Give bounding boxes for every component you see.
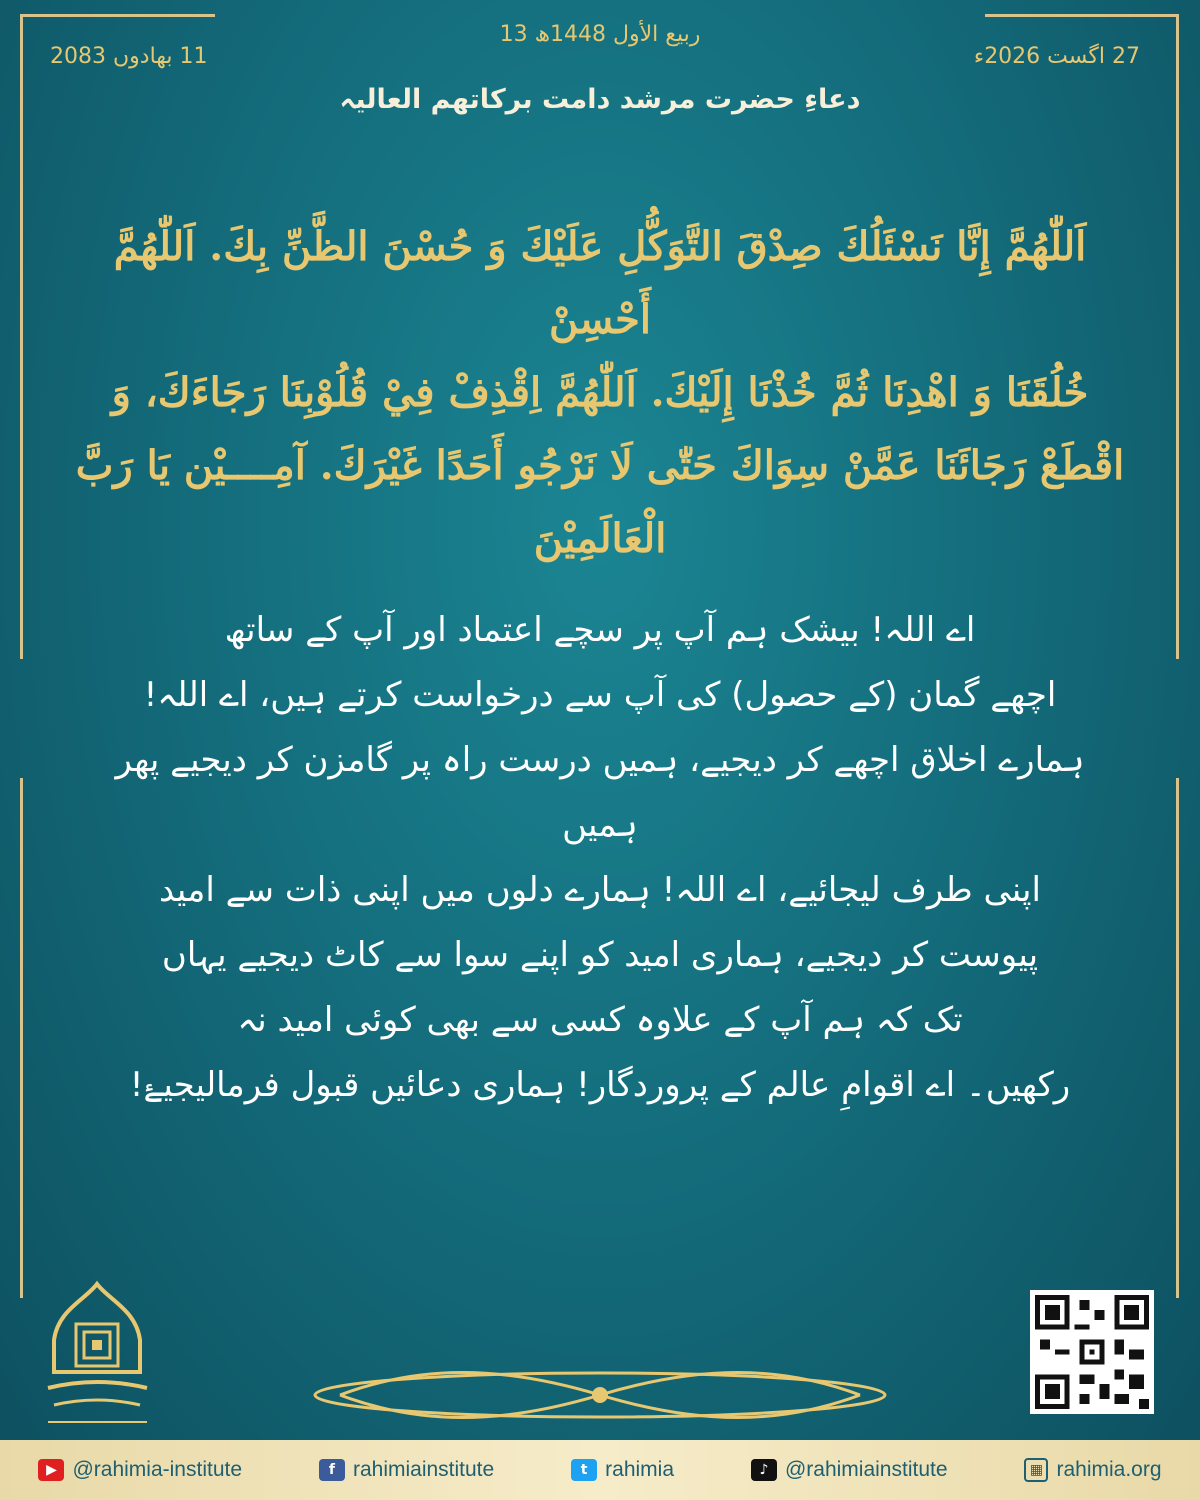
arabic-line: اَللّٰهُمَّ إِنَّا نَسْئَلُكَ صِدْقَ التَّوَكُّلِ عَلَيْكَ وَ حُسْنَ الظَّنِّ بِكَ. اَللّٰهُمَّ أَحْسِنْ: [113, 223, 1087, 343]
urdu-line: رکھیں۔ اے اقوامِ عالم کے پروردگار! ہماری دعائیں قبول فرمالیجیۓ!: [129, 1065, 1071, 1105]
page-title: دعاءِ حضرت مرشد دامت برکاتھم العالیہ: [339, 84, 861, 115]
arabic-line: الْعَالَمِيْنَ: [533, 515, 667, 562]
gold-ornament: [300, 1360, 900, 1430]
website-icon: ▦: [1024, 1458, 1048, 1482]
urdu-line: تک کہ ہم آپ کے علاوہ کسی سے بھی کوئی امید نہ: [237, 1000, 963, 1040]
tiktok-handle: @rahimiainstitute: [784, 1458, 948, 1481]
urdu-line: اچھے گمان (کے حصول) کی آپ سے درخواست کرتے ہیں، اے اللہ!: [143, 675, 1057, 715]
arabic-dua: [70, 210, 1130, 575]
bikrami-date: 11 بھادوں 2083: [50, 44, 208, 69]
gregorian-date: 27 اگست 2026ء: [973, 44, 1140, 69]
youtube-handle: @rahimia-institute: [72, 1458, 243, 1481]
tiktok-icon: ♪: [751, 1459, 777, 1481]
facebook-icon: f: [319, 1459, 345, 1481]
frame-left-upper: [20, 14, 23, 659]
urdu-line: اے اللہ! بیشک ہم آپ پر سچے اعتماد اور آپ کے ساتھ: [224, 610, 976, 650]
website-link[interactable]: [1024, 1458, 1161, 1482]
arabic-line: خُلُقَنَا وَ اهْدِنَا ثُمَّ خُذْنَا إِلَيْكَ. اَللّٰهُمَّ اِقْذِفْ فِيْ قُلُوْبِنَا رَجَاءَكَ، وَ: [111, 369, 1089, 416]
frame-top-right: [985, 14, 1178, 17]
arabic-line: اقْطَعْ رَجَائَنَا عَمَّنْ سِوَاكَ حَتّٰى لَا نَرْجُو أَحَدًا غَيْرَكَ. آمِــــيْن يَا رَبَّ: [75, 442, 1125, 489]
facebook-handle: rahimiainstitute: [352, 1458, 495, 1481]
urdu-line: پیوست کر دیجیے، ہماری امید کو اپنے سوا سے کاٹ دیجیے یہاں: [161, 935, 1039, 975]
urdu-line: ہمارے اخلاق اچھے کر دیجیے، ہمیں درست راہ پر گامزن کر دیجیے پھر ہمیں: [115, 740, 1085, 845]
qr-code-icon: [1030, 1290, 1154, 1414]
frame-top-left: [22, 14, 215, 17]
urdu-translation: [110, 598, 1090, 1118]
social-footer: [0, 1440, 1200, 1500]
frame-left-lower: [20, 778, 23, 1298]
website-url: rahimia.org: [1056, 1458, 1162, 1481]
twitter-link[interactable]: [571, 1458, 674, 1482]
frame-right-lower: [1176, 778, 1179, 1298]
youtube-link[interactable]: [38, 1458, 242, 1482]
twitter-icon: t: [571, 1459, 597, 1481]
tiktok-link[interactable]: [751, 1458, 948, 1482]
facebook-link[interactable]: [319, 1458, 494, 1482]
youtube-icon: ▶: [38, 1459, 64, 1481]
urdu-line: اپنی طرف لیجائیے، اے اللہ! ہمارے دلوں میں اپنی ذات سے امید: [159, 870, 1041, 910]
frame-right-upper: [1176, 14, 1179, 659]
hijri-date: 13 ربیع الأول 1448ھ: [499, 22, 701, 47]
twitter-handle: rahimia: [605, 1458, 675, 1481]
rahimia-logo-icon: [40, 1280, 155, 1440]
